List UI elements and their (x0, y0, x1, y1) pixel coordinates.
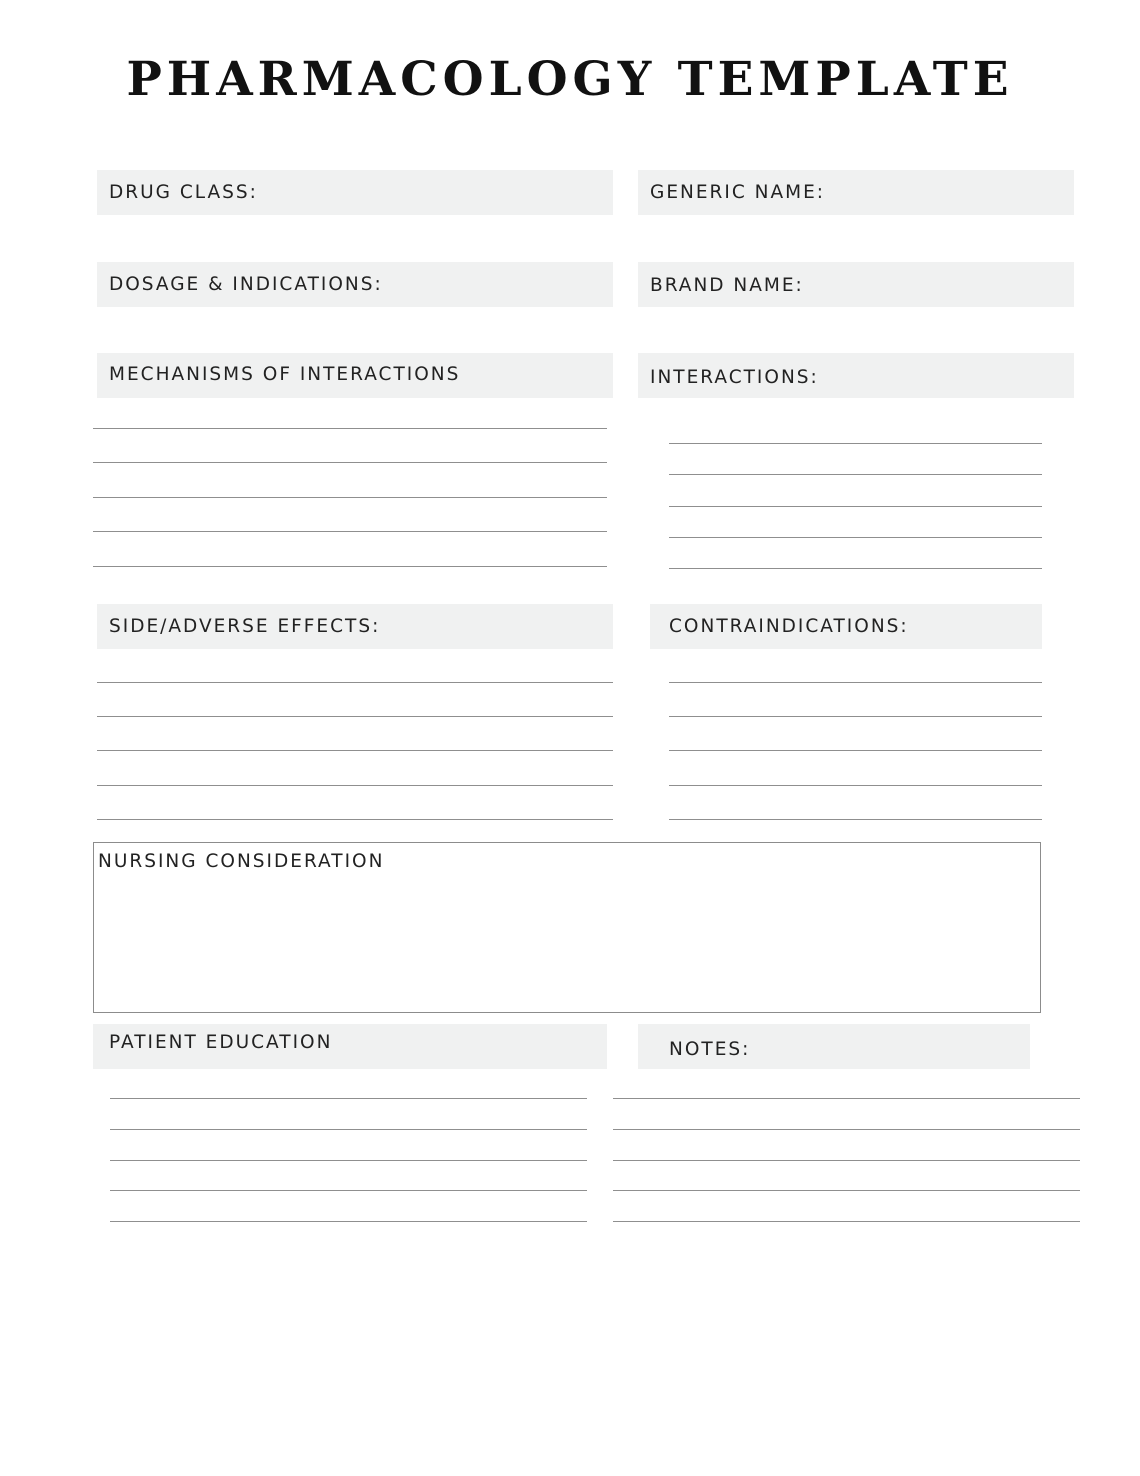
drug-class-label: DRUG CLASS: (109, 182, 258, 203)
patient-education-write-line[interactable] (110, 1190, 587, 1191)
patient-education-field[interactable] (93, 1024, 607, 1069)
side-effects-write-line[interactable] (97, 716, 613, 717)
patient-education-write-line[interactable] (110, 1098, 587, 1099)
side-effects-write-line[interactable] (97, 819, 613, 820)
contraindications-write-line[interactable] (669, 819, 1042, 820)
mechanisms-write-line[interactable] (93, 531, 607, 532)
interactions-write-line[interactable] (669, 474, 1042, 475)
interactions-write-line[interactable] (669, 443, 1042, 444)
interactions-field[interactable] (638, 353, 1074, 398)
contraindications-write-line[interactable] (669, 682, 1042, 683)
side-effects-write-line[interactable] (97, 785, 613, 786)
mechanisms-write-line[interactable] (93, 462, 607, 463)
contraindications-write-line[interactable] (669, 785, 1042, 786)
mechanisms-write-line[interactable] (93, 428, 607, 429)
mechanisms-write-line[interactable] (93, 497, 607, 498)
contraindications-field[interactable] (650, 604, 1042, 649)
patient-education-write-line[interactable] (110, 1129, 587, 1130)
page-title: PHARMACOLOGY TEMPLATE (126, 52, 1014, 107)
notes-write-line[interactable] (613, 1221, 1080, 1222)
side-effects-write-line[interactable] (97, 750, 613, 751)
interactions-write-line[interactable] (669, 568, 1042, 569)
patient-education-write-line[interactable] (110, 1221, 587, 1222)
side-effects-write-line[interactable] (97, 682, 613, 683)
contraindications-write-line[interactable] (669, 716, 1042, 717)
dosage-indications-label: DOSAGE & INDICATIONS: (109, 274, 383, 295)
interactions-write-line[interactable] (669, 506, 1042, 507)
drug-class-field[interactable] (97, 170, 613, 215)
side-effects-field[interactable] (97, 604, 613, 649)
interactions-write-line[interactable] (669, 537, 1042, 538)
notes-write-line[interactable] (613, 1190, 1080, 1191)
patient-education-write-line[interactable] (110, 1160, 587, 1161)
contraindications-write-line[interactable] (669, 750, 1042, 751)
patient-education-label: PATIENT EDUCATION (109, 1032, 333, 1053)
mechanisms-write-line[interactable] (93, 566, 607, 567)
generic-name-label: GENERIC NAME: (650, 182, 826, 203)
contraindications-label: CONTRAINDICATIONS: (669, 616, 909, 637)
notes-field[interactable] (638, 1024, 1030, 1069)
nursing-consideration-label: NURSING CONSIDERATION (98, 851, 385, 872)
mechanisms-label: MECHANISMS OF INTERACTIONS (109, 364, 461, 385)
notes-write-line[interactable] (613, 1160, 1080, 1161)
side-effects-label: SIDE/ADVERSE EFFECTS: (109, 616, 381, 637)
brand-name-field[interactable] (638, 262, 1074, 307)
brand-name-label: BRAND NAME: (650, 275, 804, 296)
notes-write-line[interactable] (613, 1129, 1080, 1130)
nursing-consideration-box[interactable] (93, 842, 1041, 1013)
dosage-indications-field[interactable] (97, 262, 613, 307)
generic-name-field[interactable] (638, 170, 1074, 215)
notes-label: NOTES: (669, 1039, 751, 1060)
mechanisms-field[interactable] (97, 353, 613, 398)
notes-write-line[interactable] (613, 1098, 1080, 1099)
interactions-label: INTERACTIONS: (650, 367, 819, 388)
